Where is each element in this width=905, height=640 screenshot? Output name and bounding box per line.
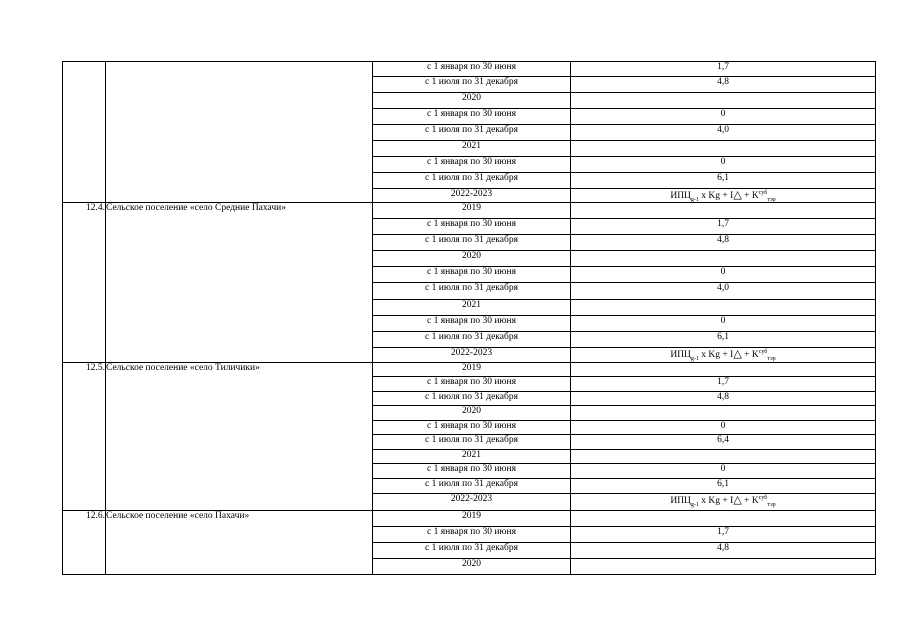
value-cell [571, 93, 876, 109]
delta-triangle-icon: △ [733, 347, 742, 360]
year-cell: 2019 [373, 203, 571, 219]
period-cell: с 1 января по 30 июня [373, 464, 571, 479]
period-cell: с 1 июля по 31 декабря [373, 283, 571, 300]
table-row [63, 511, 876, 527]
period-cell: с 1 января по 30 июня [373, 316, 571, 332]
formula-k-sup: суб [758, 494, 768, 501]
settlement-name-cell [106, 62, 373, 203]
period-cell: с 1 января по 30 июня [373, 527, 571, 543]
formula-k-sub: тэр [767, 355, 776, 362]
period-cell: с 1 июля по 31 декабря [373, 479, 571, 494]
period-cell: с 1 января по 30 июня [373, 421, 571, 435]
table-row [63, 363, 876, 377]
year-cell: 2021 [373, 300, 571, 316]
value-cell [571, 406, 876, 421]
value-cell: 1,7 [571, 527, 876, 543]
value-cell [571, 511, 876, 527]
value-cell: 4,8 [571, 392, 876, 406]
year-cell: 2020 [373, 93, 571, 109]
value-cell [571, 363, 876, 377]
year-cell: 2022-2023 [373, 189, 571, 203]
formula-cell [571, 348, 876, 363]
value-cell [571, 203, 876, 219]
item-number-cell: 12.4. [63, 203, 106, 363]
year-cell: 2020 [373, 559, 571, 575]
period-cell: с 1 июля по 31 декабря [373, 332, 571, 348]
formula-base-sub: g-1 [690, 355, 699, 362]
period-cell: с 1 января по 30 июня [373, 377, 571, 392]
formula-k-sup: суб [758, 348, 768, 355]
value-cell: 6,4 [571, 435, 876, 450]
period-cell: с 1 января по 30 июня [373, 62, 571, 77]
formula-plus: + K [741, 191, 759, 201]
value-cell [571, 251, 876, 267]
value-cell: 0 [571, 267, 876, 283]
tariff-table [62, 61, 876, 575]
settlement-name-cell: Сельское поселение «село Средние Пахачи» [106, 203, 373, 363]
value-cell: 1,7 [571, 62, 876, 77]
value-cell: 0 [571, 316, 876, 332]
formula-mid: x Kg + I [698, 191, 734, 201]
year-cell: 2019 [373, 511, 571, 527]
period-cell: с 1 июля по 31 декабря [373, 392, 571, 406]
period-cell: с 1 января по 30 июня [373, 267, 571, 283]
value-cell [571, 141, 876, 157]
value-cell: 0 [571, 157, 876, 173]
formula-plus: + K [741, 496, 759, 506]
formula-k-sub: тэр [767, 501, 776, 508]
value-cell [571, 300, 876, 316]
year-cell: 2022-2023 [373, 494, 571, 511]
period-cell: с 1 июля по 31 декабря [373, 77, 571, 93]
period-cell: с 1 июля по 31 декабря [373, 435, 571, 450]
year-cell: 2020 [373, 251, 571, 267]
value-cell: 4,8 [571, 235, 876, 251]
formula-base: ИПЦ [670, 191, 691, 201]
value-cell: 6,1 [571, 173, 876, 189]
year-cell: 2019 [373, 363, 571, 377]
formula-base-sub: g-1 [690, 501, 699, 508]
indexation-formula [670, 347, 776, 362]
value-cell: 1,7 [571, 219, 876, 235]
value-cell: 6,1 [571, 332, 876, 348]
formula-mid: x Kg + I [698, 496, 734, 506]
indexation-formula [670, 493, 776, 508]
value-cell: 4,0 [571, 125, 876, 141]
delta-triangle-icon: △ [733, 493, 742, 506]
value-cell: 1,7 [571, 377, 876, 392]
indexation-formula [670, 188, 776, 203]
year-cell: 2022-2023 [373, 348, 571, 363]
period-cell: с 1 июля по 31 декабря [373, 543, 571, 559]
settlement-name-cell: Сельское поселение «село Пахачи» [106, 511, 373, 575]
item-number-cell [63, 62, 106, 203]
value-cell: 6,1 [571, 479, 876, 494]
value-cell: 0 [571, 464, 876, 479]
period-cell: с 1 января по 30 июня [373, 157, 571, 173]
value-cell: 0 [571, 421, 876, 435]
year-cell: 2021 [373, 141, 571, 157]
period-cell: с 1 июля по 31 декабря [373, 173, 571, 189]
value-cell [571, 450, 876, 464]
value-cell: 4,8 [571, 77, 876, 93]
item-number-cell: 12.6. [63, 511, 106, 575]
item-number-cell: 12.5. [63, 363, 106, 511]
formula-cell [571, 494, 876, 511]
formula-cell [571, 189, 876, 203]
value-cell: 4,0 [571, 283, 876, 300]
formula-base: ИПЦ [670, 496, 691, 506]
value-cell: 0 [571, 109, 876, 125]
year-cell: 2020 [373, 406, 571, 421]
year-cell: 2021 [373, 450, 571, 464]
formula-mid: x Kg + I [698, 350, 734, 360]
formula-base: ИПЦ [670, 350, 691, 360]
period-cell: с 1 января по 30 июня [373, 109, 571, 125]
formula-plus: + K [741, 350, 759, 360]
formula-k-sup: суб [758, 189, 768, 196]
period-cell: с 1 июля по 31 декабря [373, 125, 571, 141]
formula-base-sub: g-1 [690, 196, 699, 203]
table-row [63, 203, 876, 219]
value-cell [571, 559, 876, 575]
formula-k-sub: тэр [767, 196, 776, 203]
table-row [63, 62, 876, 77]
period-cell: с 1 июля по 31 декабря [373, 235, 571, 251]
settlement-name-cell: Сельское поселение «село Тиличики» [106, 363, 373, 511]
delta-triangle-icon: △ [733, 188, 742, 201]
value-cell: 4,8 [571, 543, 876, 559]
period-cell: с 1 января по 30 июня [373, 219, 571, 235]
